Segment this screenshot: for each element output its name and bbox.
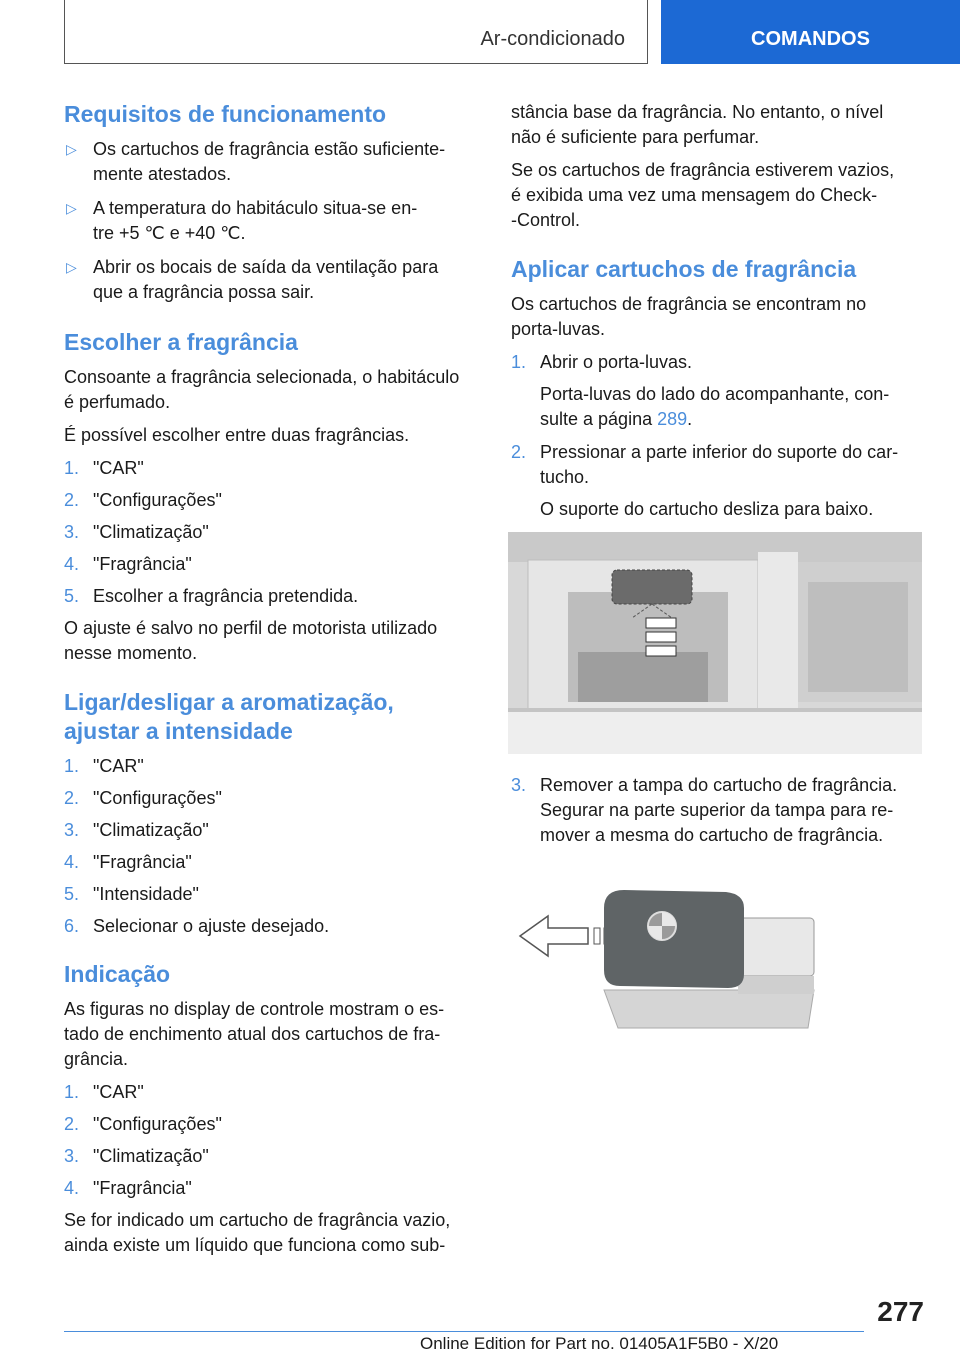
- list-item: 2. "Configurações": [64, 1114, 222, 1134]
- list-item: 2. Pressionar a parte inferior do suporte do car- tucho.: [511, 442, 899, 487]
- list-item: 5. "Intensidade": [64, 884, 199, 904]
- list-item: 3. "Climatização": [64, 1146, 209, 1166]
- list-item: 1. "CAR": [64, 756, 144, 776]
- triangle-bullet-icon: ▷: [66, 200, 77, 216]
- list-item: 4. "Fragrância": [64, 1178, 192, 1198]
- list-item: 2. "Configurações": [64, 788, 222, 808]
- paragraph: As figuras no display de controle mostram o es- tado de enchimento atual dos cartuchos de fra- grância.: [64, 999, 445, 1069]
- paragraph: Os cartuchos de fragrância se encontram no porta-luvas.: [511, 294, 867, 339]
- list-item: 4. "Fragrância": [64, 852, 192, 872]
- bullet-item: ▷ A temperatura do habitáculo situa-se en- tre +5 ℃ e +40 ℃.: [66, 198, 418, 243]
- list-item: 5. Escolher a fragrância pretendida.: [64, 586, 359, 606]
- section-title: Ar-condicionado: [480, 28, 625, 50]
- list-item: 1. "CAR": [64, 1082, 144, 1102]
- glovebox-illustration: [508, 532, 925, 759]
- list-item: 4. "Fragrância": [64, 554, 192, 574]
- list-item: 3. "Climatização": [64, 522, 209, 542]
- left-column: [64, 100, 478, 1266]
- triangle-bullet-icon: ▷: [66, 259, 77, 275]
- page-number: 277: [877, 1296, 924, 1327]
- footer-rule: [64, 1331, 864, 1332]
- chapter-tab[interactable]: COMANDOS: [661, 0, 960, 64]
- step-detail: O suporte do cartucho desliza para baixo.: [540, 499, 874, 519]
- step-detail: Porta-luvas do lado do acompanhante, con- sulte a página 289.: [540, 384, 890, 429]
- paragraph: O ajuste é salvo no perfil de motorista utilizado nesse momento.: [64, 618, 438, 663]
- list-item: 3. "Climatização": [64, 820, 209, 840]
- paragraph: stância base da fragrância. No entanto, o nível não é suficiente para perfumar.: [511, 102, 884, 147]
- list-item: 1. Abrir o porta-luvas.: [511, 352, 693, 372]
- heading-indicacao: Indicação: [64, 961, 171, 987]
- page-link[interactable]: 289: [657, 409, 688, 429]
- paragraph: Consoante a fragrância selecionada, o habitáculo é perfumado.: [64, 367, 460, 412]
- bullet-item: ▷ Abrir os bocais de saída da ventilação para que a fragrância possa sair.: [66, 257, 439, 302]
- list-item: 2. "Configurações": [64, 490, 222, 510]
- right-column: [511, 100, 925, 1053]
- list-item: 1. "CAR": [64, 458, 144, 478]
- list-item: 6. Selecionar o ajuste desejado.: [64, 916, 330, 936]
- list-item: 3. Remover a tampa do cartucho de fragrância. Segurar na parte superior da tampa para re- mover a mesma do cartucho de fragrância.: [511, 775, 898, 845]
- paragraph: É possível escolher entre duas fragrâncias.: [64, 425, 410, 445]
- paragraph: Se os cartuchos de fragrância estiverem vazios, é exibida uma vez uma mensagem do Check- -Control.: [511, 160, 895, 230]
- heading-ligar-desligar: Ligar/desligar a aromatização, ajustar a intensidade: [64, 689, 394, 744]
- cartridge-illustration: [508, 878, 925, 1053]
- heading-escolher: Escolher a fragrância: [64, 329, 298, 355]
- triangle-bullet-icon: ▷: [66, 141, 77, 157]
- footer-edition: Online Edition for Part no. 01405A1F5B0 - X/20: [420, 1334, 779, 1353]
- heading-requisitos: Requisitos de funcionamento: [64, 101, 387, 127]
- header-box: [64, 0, 648, 64]
- heading-aplicar: Aplicar cartuchos de fragrância: [511, 256, 857, 282]
- paragraph: Se for indicado um cartucho de fragrância vazio, ainda existe um líquido que funciona como sub-: [64, 1210, 451, 1255]
- bullet-item: ▷ Os cartuchos de fragrância estão suficiente- mente atestados.: [66, 139, 446, 184]
